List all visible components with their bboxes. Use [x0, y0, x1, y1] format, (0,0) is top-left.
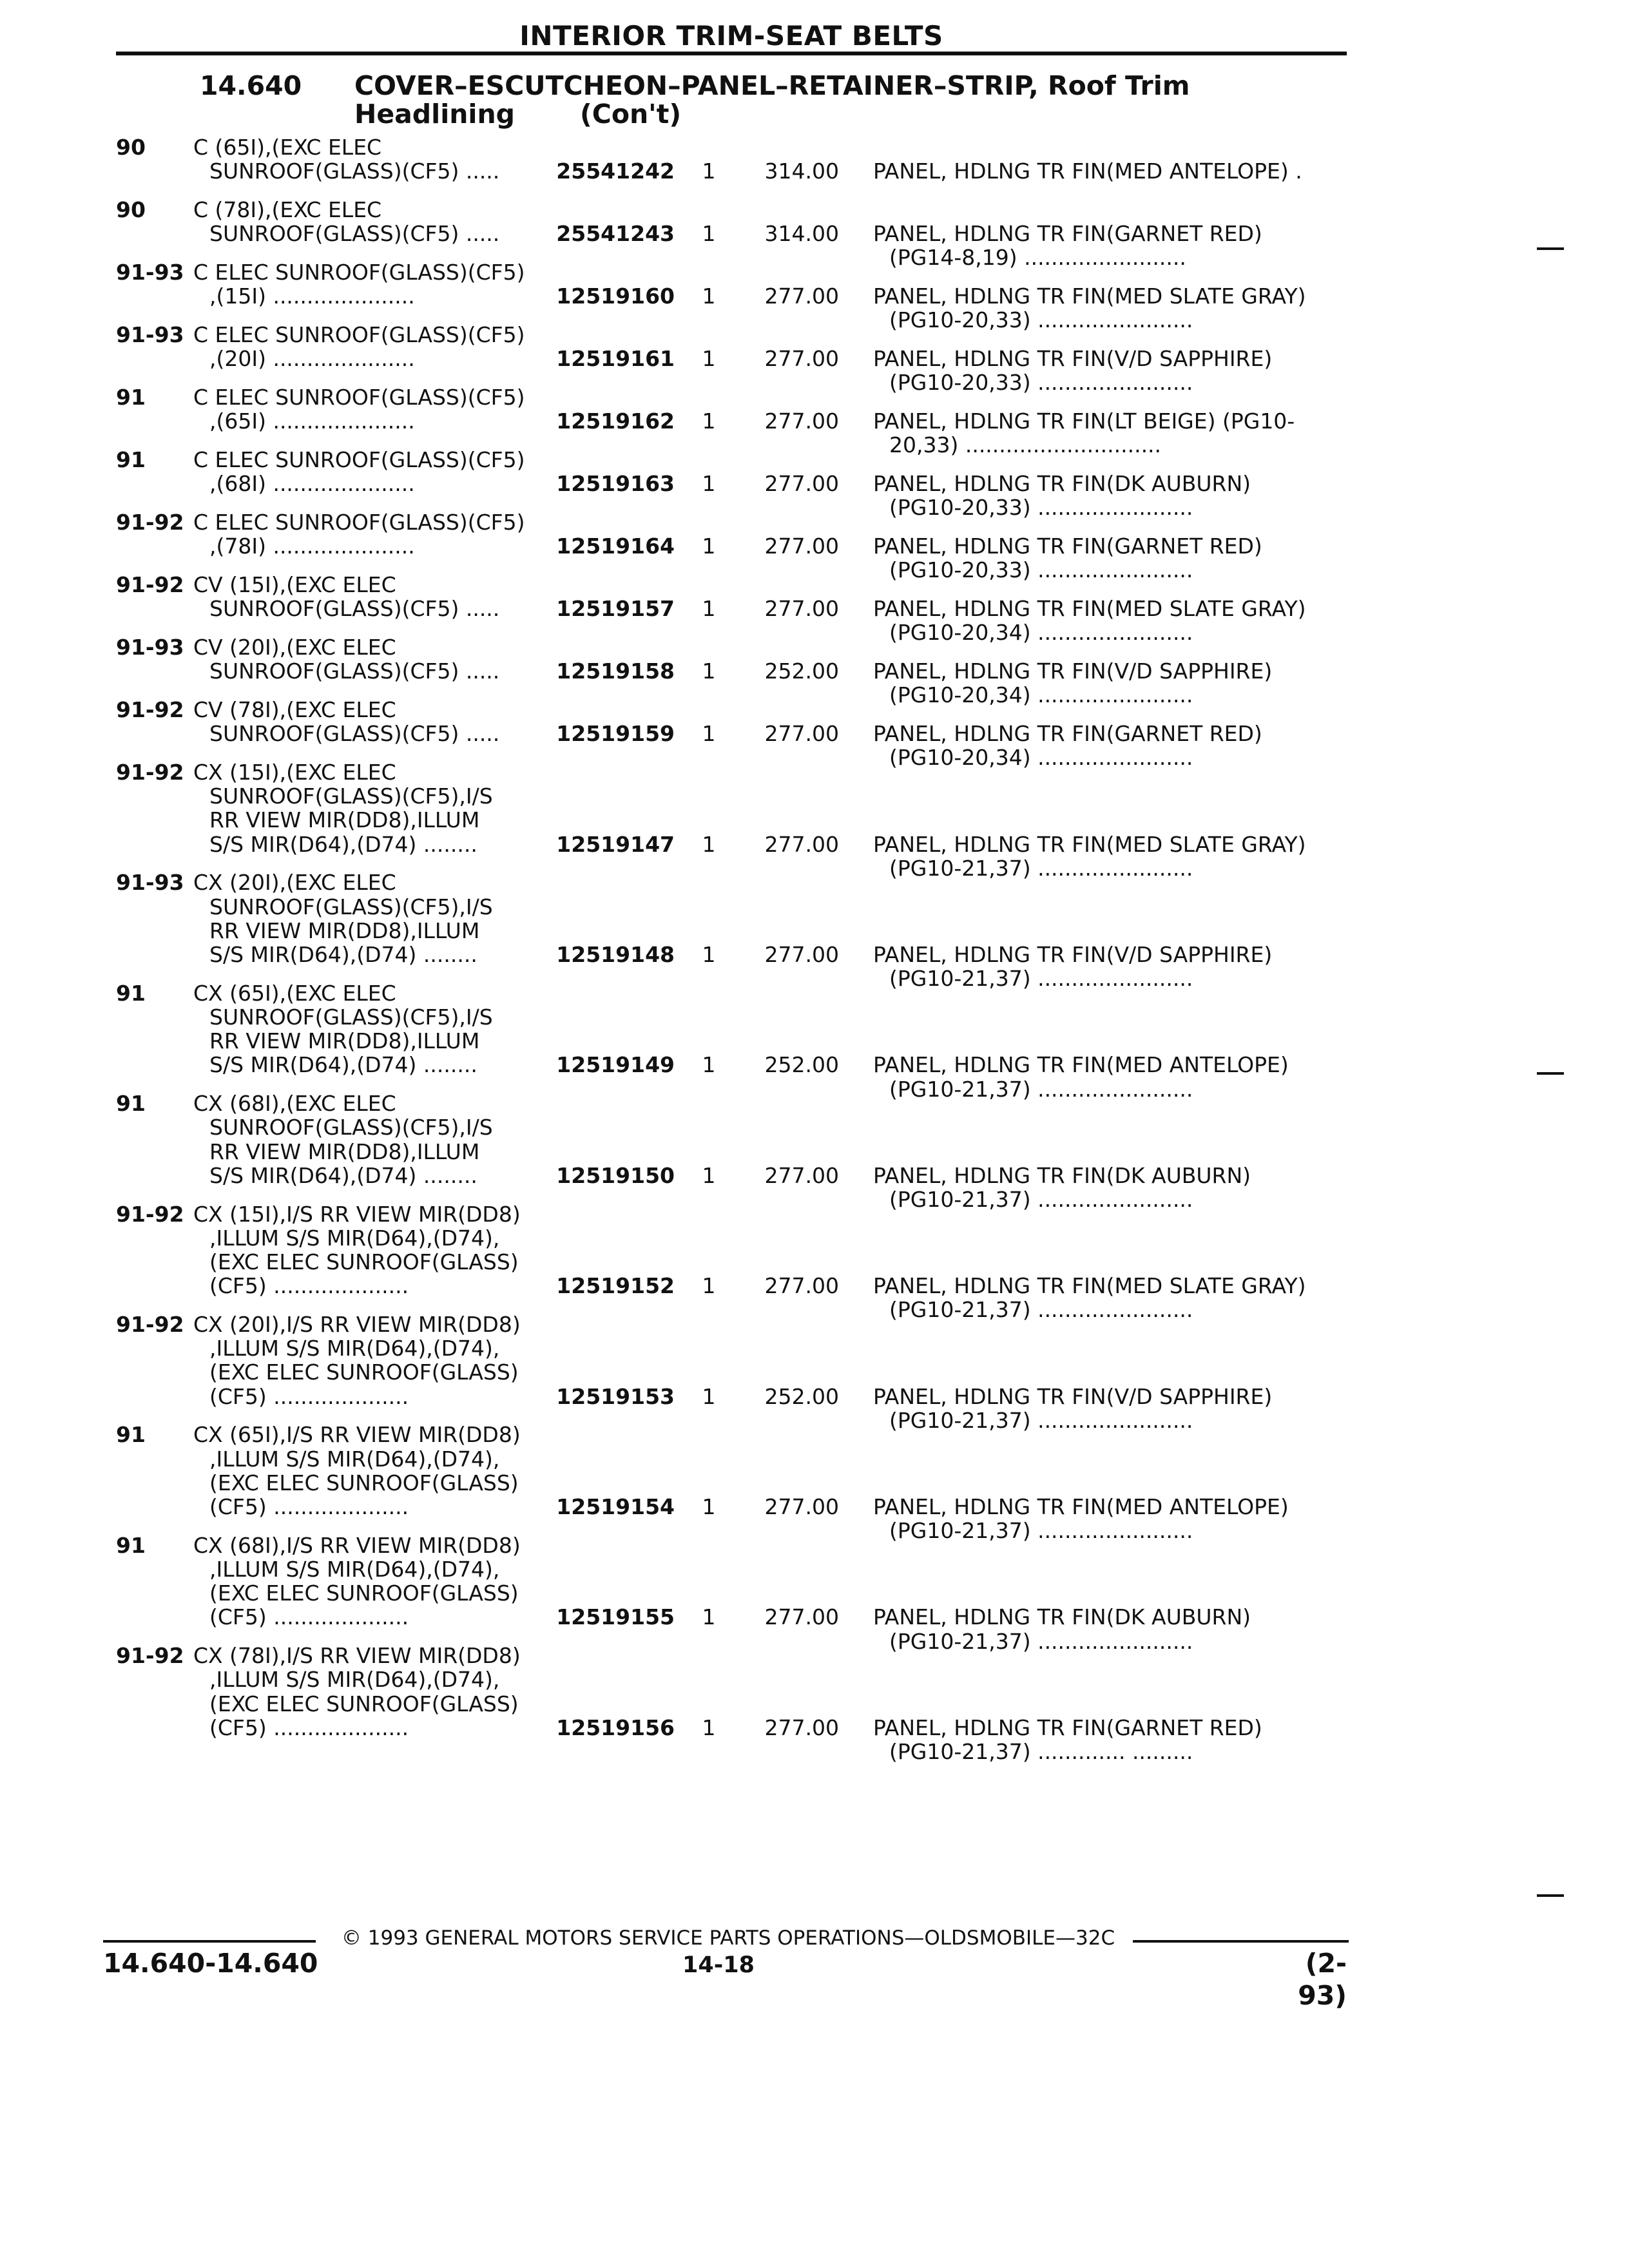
- usage-description: ,(20I) .....................: [209, 346, 415, 372]
- margin-mark: [1537, 247, 1564, 250]
- model-year: 91: [116, 1091, 146, 1117]
- usage-description: C (65I),(EXC ELEC: [193, 135, 382, 160]
- usage-description: ,ILLUM S/S MIR(D64),(D74),: [209, 1446, 500, 1472]
- usage-description: (CF5) ....................: [209, 1273, 409, 1299]
- usage-description: ,ILLUM S/S MIR(D64),(D74),: [209, 1336, 500, 1361]
- usage-description: SUNROOF(GLASS)(CF5) .....: [209, 658, 500, 684]
- price: 277.00: [764, 1715, 839, 1740]
- usage-description: C ELEC SUNROOF(GLASS)(CF5): [193, 385, 525, 410]
- usage-description: RR VIEW MIR(DD8),ILLUM: [209, 918, 480, 943]
- part-name: PANEL, HDLNG TR FIN(MED SLATE GRAY): [873, 1273, 1306, 1299]
- margin-mark: [1537, 1894, 1564, 1897]
- quantity: 1: [702, 1162, 716, 1188]
- part-name: PANEL, HDLNG TR FIN(V/D SAPPHIRE): [873, 346, 1273, 372]
- quantity: 1: [702, 1604, 716, 1630]
- usage-description: CX (68I),(EXC ELEC: [193, 1091, 396, 1117]
- part-name: (PG10-21,37) .......................: [889, 1297, 1193, 1323]
- model-year: 91-92: [116, 1312, 184, 1337]
- usage-description: CV (20I),(EXC ELEC: [193, 635, 396, 660]
- price: 314.00: [764, 159, 839, 184]
- usage-description: C ELEC SUNROOF(GLASS)(CF5): [193, 447, 525, 472]
- usage-description: S/S MIR(D64),(D74) ........: [209, 942, 477, 967]
- usage-description: (CF5) ....................: [209, 1715, 409, 1740]
- quantity: 1: [702, 596, 716, 622]
- quantity: 1: [702, 284, 716, 309]
- part-number: 12519156: [556, 1715, 675, 1740]
- usage-description: SUNROOF(GLASS)(CF5) .....: [209, 221, 500, 247]
- usage-description: RR VIEW MIR(DD8),ILLUM: [209, 807, 480, 833]
- part-number: 12519158: [556, 658, 675, 684]
- part-number: 12519147: [556, 831, 675, 857]
- model-year: 91-92: [116, 572, 184, 597]
- quantity: 1: [702, 658, 716, 684]
- part-name: PANEL, HDLNG TR FIN(LT BEIGE) (PG10-: [873, 408, 1295, 434]
- usage-description: C (78I),(EXC ELEC: [193, 197, 382, 222]
- usage-description: CX (65I),I/S RR VIEW MIR(DD8): [193, 1422, 521, 1448]
- quantity: 1: [702, 721, 716, 747]
- model-year: 90: [116, 197, 146, 222]
- price: 277.00: [764, 408, 839, 434]
- part-name: (PG14-8,19) ........................: [889, 245, 1186, 271]
- usage-description: (EXC ELEC SUNROOF(GLASS): [209, 1249, 519, 1274]
- usage-description: RR VIEW MIR(DD8),ILLUM: [209, 1139, 480, 1164]
- price: 252.00: [764, 1383, 839, 1409]
- part-name: 20,33) .............................: [889, 432, 1162, 458]
- part-name: PANEL, HDLNG TR FIN(MED SLATE GRAY): [873, 831, 1306, 857]
- part-name: PANEL, HDLNG TR FIN(MED ANTELOPE): [873, 1052, 1289, 1078]
- usage-description: (CF5) ....................: [209, 1604, 409, 1630]
- quantity: 1: [702, 1383, 716, 1409]
- model-year: 90: [116, 135, 146, 160]
- model-year: 91-93: [116, 260, 184, 285]
- usage-description: CX (65I),(EXC ELEC: [193, 980, 396, 1006]
- part-name: PANEL, HDLNG TR FIN(MED ANTELOPE): [873, 1494, 1289, 1519]
- part-number: 12519164: [556, 533, 675, 559]
- part-name: PANEL, HDLNG TR FIN(GARNET RED): [873, 533, 1262, 559]
- price: 252.00: [764, 658, 839, 684]
- usage-description: SUNROOF(GLASS)(CF5) .....: [209, 159, 500, 184]
- usage-description: SUNROOF(GLASS)(CF5),I/S: [209, 894, 493, 919]
- quantity: 1: [702, 159, 716, 184]
- price: 252.00: [764, 1052, 839, 1078]
- page-header: INTERIOR TRIM-SEAT BELTS: [519, 20, 943, 52]
- usage-description: SUNROOF(GLASS)(CF5),I/S: [209, 783, 493, 809]
- price: 277.00: [764, 533, 839, 559]
- usage-description: ,ILLUM S/S MIR(D64),(D74),: [209, 1225, 500, 1251]
- price: 277.00: [764, 284, 839, 309]
- usage-description: ,(15I) .....................: [209, 284, 415, 309]
- part-name: (PG10-20,34) .......................: [889, 682, 1193, 708]
- model-year: 91: [116, 980, 146, 1006]
- usage-description: CX (68I),I/S RR VIEW MIR(DD8): [193, 1532, 521, 1558]
- usage-description: RR VIEW MIR(DD8),ILLUM: [209, 1028, 480, 1054]
- usage-description: CX (20I),(EXC ELEC: [193, 870, 396, 896]
- model-year: 91: [116, 385, 146, 410]
- part-number: 12519150: [556, 1162, 675, 1188]
- revision-date: (2-93): [1298, 1948, 1347, 2011]
- section-continued: (Con't): [580, 99, 682, 130]
- part-name: (PG10-20,33) .......................: [889, 307, 1193, 333]
- usage-description: CX (15I),I/S RR VIEW MIR(DD8): [193, 1201, 521, 1227]
- usage-description: (EXC ELEC SUNROOF(GLASS): [209, 1360, 519, 1385]
- copyright-notice: © 1993 GENERAL MOTORS SERVICE PARTS OPERATIONS—OLDSMOBILE—32C: [341, 1927, 1115, 1950]
- part-name: PANEL, HDLNG TR FIN(DK AUBURN): [873, 471, 1251, 497]
- quantity: 1: [702, 346, 716, 372]
- section-title: COVER–ESCUTCHEON–PANEL–RETAINER–STRIP, Roof Trim: [354, 70, 1190, 101]
- usage-description: (EXC ELEC SUNROOF(GLASS): [209, 1470, 519, 1495]
- part-name: (PG10-20,33) .......................: [889, 495, 1193, 521]
- price: 314.00: [764, 221, 839, 247]
- usage-description: ,(68I) .....................: [209, 471, 415, 497]
- usage-description: S/S MIR(D64),(D74) ........: [209, 1052, 477, 1078]
- quantity: 1: [702, 533, 716, 559]
- part-number: 12519152: [556, 1273, 675, 1299]
- quantity: 1: [702, 1494, 716, 1519]
- price: 277.00: [764, 596, 839, 622]
- model-year: 91-93: [116, 322, 184, 347]
- part-name: PANEL, HDLNG TR FIN(GARNET RED): [873, 721, 1262, 747]
- part-number: 12519160: [556, 284, 675, 309]
- usage-description: (EXC ELEC SUNROOF(GLASS): [209, 1581, 519, 1606]
- usage-description: (EXC ELEC SUNROOF(GLASS): [209, 1691, 519, 1716]
- usage-description: SUNROOF(GLASS)(CF5),I/S: [209, 1115, 493, 1140]
- margin-mark: [1537, 1072, 1564, 1075]
- part-number: 12519162: [556, 408, 675, 434]
- model-year: 91-92: [116, 1643, 184, 1669]
- part-name: (PG10-20,34) .......................: [889, 745, 1193, 771]
- usage-description: ,(78I) .....................: [209, 533, 415, 559]
- quantity: 1: [702, 942, 716, 967]
- part-name: PANEL, HDLNG TR FIN(DK AUBURN): [873, 1162, 1251, 1188]
- part-name: (PG10-21,37) .......................: [889, 855, 1193, 881]
- part-name: PANEL, HDLNG TR FIN(MED SLATE GRAY): [873, 596, 1306, 622]
- model-year: 91-92: [116, 510, 184, 535]
- part-name: (PG10-21,37) .......................: [889, 1076, 1193, 1102]
- usage-description: ,ILLUM S/S MIR(D64),(D74),: [209, 1557, 500, 1582]
- price: 277.00: [764, 1273, 839, 1299]
- usage-description: CX (20I),I/S RR VIEW MIR(DD8): [193, 1312, 521, 1337]
- price: 277.00: [764, 346, 839, 372]
- quantity: 1: [702, 408, 716, 434]
- usage-description: CV (15I),(EXC ELEC: [193, 572, 396, 597]
- part-number: 12519163: [556, 471, 675, 497]
- part-name: (PG10-21,37) ............. .........: [889, 1739, 1193, 1764]
- usage-description: (CF5) ....................: [209, 1494, 409, 1519]
- usage-description: SUNROOF(GLASS)(CF5) .....: [209, 721, 500, 747]
- usage-description: (CF5) ....................: [209, 1383, 409, 1409]
- part-name: PANEL, HDLNG TR FIN(GARNET RED): [873, 1715, 1262, 1740]
- part-name: (PG10-20,34) .......................: [889, 620, 1193, 646]
- part-name: PANEL, HDLNG TR FIN(V/D SAPPHIRE): [873, 1383, 1273, 1409]
- page-number: 14-18: [682, 1952, 755, 1978]
- part-name: PANEL, HDLNG TR FIN(GARNET RED): [873, 221, 1262, 247]
- price: 277.00: [764, 1604, 839, 1630]
- price: 277.00: [764, 831, 839, 857]
- part-name: (PG10-21,37) .......................: [889, 1407, 1193, 1433]
- price: 277.00: [764, 942, 839, 967]
- usage-description: ,ILLUM S/S MIR(D64),(D74),: [209, 1667, 500, 1693]
- usage-description: SUNROOF(GLASS)(CF5),I/S: [209, 1004, 493, 1030]
- model-year: 91-92: [116, 760, 184, 785]
- part-name: PANEL, HDLNG TR FIN(MED ANTELOPE) .: [873, 159, 1302, 184]
- model-year: 91-92: [116, 1201, 184, 1227]
- quantity: 1: [702, 221, 716, 247]
- part-number: 25541242: [556, 159, 675, 184]
- section-title-line2: Headlining: [354, 99, 516, 130]
- part-number: 12519161: [556, 346, 675, 372]
- part-name: PANEL, HDLNG TR FIN(V/D SAPPHIRE): [873, 658, 1273, 684]
- usage-description: C ELEC SUNROOF(GLASS)(CF5): [193, 322, 525, 347]
- usage-description: S/S MIR(D64),(D74) ........: [209, 1162, 477, 1188]
- part-name: PANEL, HDLNG TR FIN(MED SLATE GRAY): [873, 284, 1306, 309]
- part-name: (PG10-21,37) .......................: [889, 966, 1193, 992]
- section-number: 14.640: [200, 70, 302, 101]
- section-range: 14.640-14.640: [103, 1948, 318, 1979]
- model-year: 91-93: [116, 870, 184, 896]
- usage-description: SUNROOF(GLASS)(CF5) .....: [209, 596, 500, 622]
- price: 277.00: [764, 1494, 839, 1519]
- part-number: 12519148: [556, 942, 675, 967]
- usage-description: CX (15I),(EXC ELEC: [193, 760, 396, 785]
- footer-rule-right: [1133, 1940, 1349, 1943]
- part-name: (PG10-21,37) .......................: [889, 1187, 1193, 1212]
- part-number: 12519153: [556, 1383, 675, 1409]
- quantity: 1: [702, 1273, 716, 1299]
- part-number: 12519155: [556, 1604, 675, 1630]
- part-number: 12519149: [556, 1052, 675, 1078]
- part-number: 12519154: [556, 1494, 675, 1519]
- usage-description: C ELEC SUNROOF(GLASS)(CF5): [193, 510, 525, 535]
- part-number: 25541243: [556, 221, 675, 247]
- part-name: (PG10-21,37) .......................: [889, 1628, 1193, 1654]
- model-year: 91-92: [116, 697, 184, 722]
- quantity: 1: [702, 471, 716, 497]
- quantity: 1: [702, 1715, 716, 1740]
- price: 277.00: [764, 471, 839, 497]
- usage-description: CV (78I),(EXC ELEC: [193, 697, 396, 722]
- model-year: 91: [116, 447, 146, 472]
- part-number: 12519159: [556, 721, 675, 747]
- quantity: 1: [702, 1052, 716, 1078]
- part-name: (PG10-21,37) .......................: [889, 1518, 1193, 1544]
- model-year: 91-93: [116, 635, 184, 660]
- footer-rule-left: [103, 1940, 316, 1943]
- part-name: (PG10-20,33) .......................: [889, 557, 1193, 583]
- part-name: PANEL, HDLNG TR FIN(V/D SAPPHIRE): [873, 942, 1273, 967]
- usage-description: S/S MIR(D64),(D74) ........: [209, 831, 477, 857]
- quantity: 1: [702, 831, 716, 857]
- part-number: 12519157: [556, 596, 675, 622]
- usage-description: CX (78I),I/S RR VIEW MIR(DD8): [193, 1643, 521, 1669]
- part-name: (PG10-20,33) .......................: [889, 370, 1193, 396]
- usage-description: C ELEC SUNROOF(GLASS)(CF5): [193, 260, 525, 285]
- usage-description: ,(65I) .....................: [209, 408, 415, 434]
- part-name: PANEL, HDLNG TR FIN(DK AUBURN): [873, 1604, 1251, 1630]
- model-year: 91: [116, 1532, 146, 1558]
- price: 277.00: [764, 721, 839, 747]
- price: 277.00: [764, 1162, 839, 1188]
- model-year: 91: [116, 1422, 146, 1448]
